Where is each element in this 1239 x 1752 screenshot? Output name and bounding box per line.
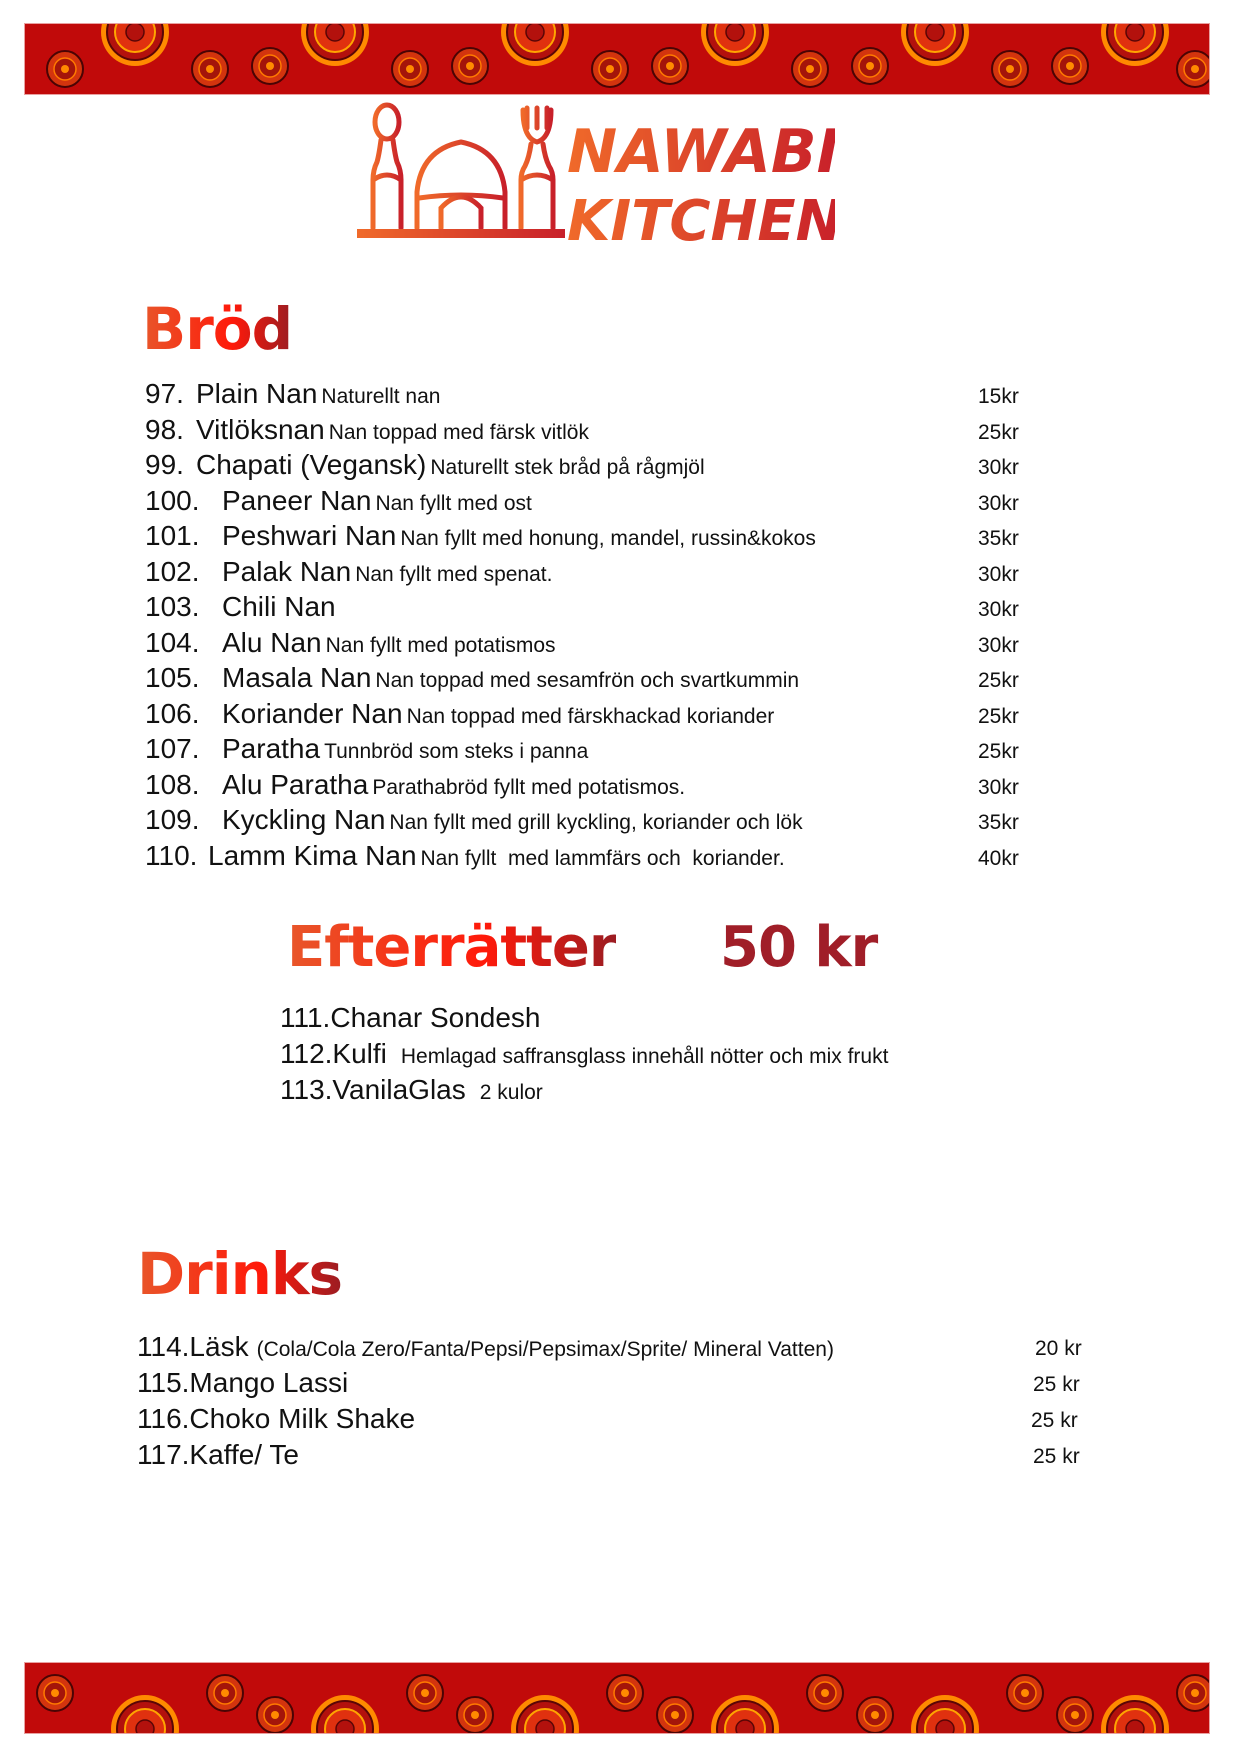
item-name: Mango Lassi (189, 1367, 349, 1398)
menu-item (137, 1439, 1080, 1475)
item-name: Alu Paratha (222, 768, 369, 800)
item-number: 107. (145, 733, 200, 764)
item-price: 30kr (978, 775, 1019, 799)
item-price: 25kr (978, 704, 1019, 728)
item-name: Läsk (189, 1331, 249, 1362)
brand-line1: NAWABI (567, 117, 835, 187)
item-number: 100. (145, 484, 200, 516)
menu-item (280, 1038, 888, 1074)
item-name: Peshwari Nan (222, 520, 397, 551)
item-description: Nan fyllt med honung, mandel, russin&kokos (400, 527, 816, 550)
item-name: Kyckling Nan (222, 804, 386, 835)
menu-item (145, 413, 1019, 450)
menu-item (145, 839, 1019, 876)
item-price: 25 kr (1033, 1445, 1080, 1468)
item-description: Parathabröd fyllt med potatismos. (372, 775, 686, 799)
item-number: 114. (137, 1331, 190, 1362)
decorative-mandala-border-top (24, 23, 1210, 95)
menu-item (145, 591, 1019, 627)
nawabi-kitchen-logo (355, 100, 835, 265)
item-number: 97. (145, 378, 184, 409)
item-description: Tunnbröd som steks i panna (324, 740, 589, 763)
menu-item (137, 1367, 1080, 1403)
item-number: 108. (145, 768, 200, 800)
item-name: Vitlöksnan (196, 413, 325, 445)
menu-item (280, 1002, 555, 1038)
item-price: 30kr (978, 562, 1019, 586)
item-name: Choko Milk Shake (189, 1403, 416, 1434)
mandala-pattern-icon (25, 24, 1210, 95)
item-name: Alu Nan (222, 626, 322, 658)
item-description: Nan fyllt med potatismos (325, 633, 556, 657)
item-number: 116. (137, 1403, 190, 1434)
item-name: Lamm Kima Nan (208, 839, 417, 871)
decorative-mandala-border-bottom (24, 1662, 1210, 1734)
item-description: Nan fyllt med lammfärs och koriander. (420, 846, 785, 870)
menu-item (145, 768, 1019, 805)
item-price: 30kr (978, 633, 1019, 657)
menu-item (145, 697, 1019, 734)
item-number: 101. (145, 520, 200, 551)
item-number: 110. (145, 839, 198, 871)
item-price: 25kr (978, 740, 1019, 763)
dome-spoon-fork-icon (355, 100, 835, 265)
item-number: 111. (280, 1002, 331, 1033)
item-name: Chapati (Vegansk) (196, 449, 427, 480)
item-price: 25 kr (1031, 1409, 1078, 1432)
item-price: 35kr (978, 527, 1019, 550)
item-name: Kaffe/ Te (189, 1439, 299, 1470)
item-number: 109. (145, 804, 200, 835)
item-price: 15kr (978, 385, 1019, 408)
item-description: Nan fyllt med grill kyckling, koriander och lök (389, 811, 803, 834)
item-price: 40kr (978, 846, 1019, 870)
item-name: Masala Nan (222, 662, 372, 693)
item-number: 106. (145, 697, 200, 729)
item-number: 112. (280, 1038, 333, 1069)
menu-item (137, 1331, 1082, 1367)
menu-item (280, 1074, 543, 1110)
item-price: 25kr (978, 420, 1019, 444)
item-name: Plain Nan (196, 378, 318, 409)
item-description: (Cola/Cola Zero/Fanta/Pepsi/Pepsimax/Sprite/ Mineral Vatten) (256, 1338, 834, 1361)
item-description: Naturellt stek bråd på rågmjöl (430, 456, 705, 479)
item-price: 30kr (978, 491, 1019, 515)
item-price: 35kr (978, 811, 1019, 834)
item-name: Palak Nan (222, 555, 352, 587)
menu-item (145, 378, 1019, 414)
item-number: 117. (137, 1439, 190, 1470)
item-description: Nan toppad med färsk vitlök (328, 420, 589, 444)
efterratter-price: 50 kr (720, 915, 878, 980)
section-title-efterratter: Efterrätter (287, 915, 616, 980)
menu-item (145, 662, 1019, 698)
item-name: Koriander Nan (222, 697, 403, 729)
item-description: Naturellt nan (321, 385, 441, 408)
item-number: 99. (145, 449, 184, 480)
menu-item (145, 804, 1019, 840)
item-number: 103. (145, 591, 200, 622)
item-price: 25 kr (1033, 1373, 1080, 1396)
item-description: 2 kulor (479, 1081, 543, 1104)
menu-item (145, 733, 1019, 769)
item-price: 20 kr (1035, 1337, 1082, 1360)
item-number: 113. (280, 1074, 333, 1105)
mandala-pattern-icon (25, 1663, 1210, 1734)
item-number: 105. (145, 662, 200, 693)
item-price: 25kr (978, 669, 1019, 692)
item-name: Kulfi (332, 1038, 387, 1069)
menu-item (137, 1403, 1078, 1439)
item-description: Hemlagad saffransglass innehåll nötter och mix frukt (400, 1045, 889, 1068)
menu-item (145, 484, 1019, 521)
menu-item (145, 449, 1019, 485)
item-description: Nan fyllt med spenat. (355, 562, 553, 586)
menu-item (145, 555, 1019, 592)
menu-item (145, 520, 1019, 556)
item-price: 30kr (978, 598, 1019, 621)
item-description: Nan toppad med sesamfrön och svartkummin (375, 669, 800, 692)
item-number: 115. (137, 1367, 190, 1398)
section-title-brod: Bröd (142, 295, 293, 363)
item-name: Paneer Nan (222, 484, 372, 516)
item-name: Chili Nan (222, 591, 336, 622)
item-number: 98. (145, 413, 184, 445)
item-number: 102. (145, 555, 200, 587)
section-title-drinks: Drinks (137, 1240, 343, 1308)
item-name: Paratha (222, 733, 321, 764)
item-price: 30kr (978, 456, 1019, 479)
item-description: Nan fyllt med ost (375, 491, 532, 515)
item-name: VanilaGlas (332, 1074, 466, 1105)
item-name: Chanar Sondesh (330, 1002, 541, 1033)
brand-line2: KITCHEN (567, 189, 835, 254)
item-description: Nan toppad med färskhackad koriander (406, 704, 775, 728)
menu-item (145, 626, 1019, 663)
item-number: 104. (145, 626, 200, 658)
